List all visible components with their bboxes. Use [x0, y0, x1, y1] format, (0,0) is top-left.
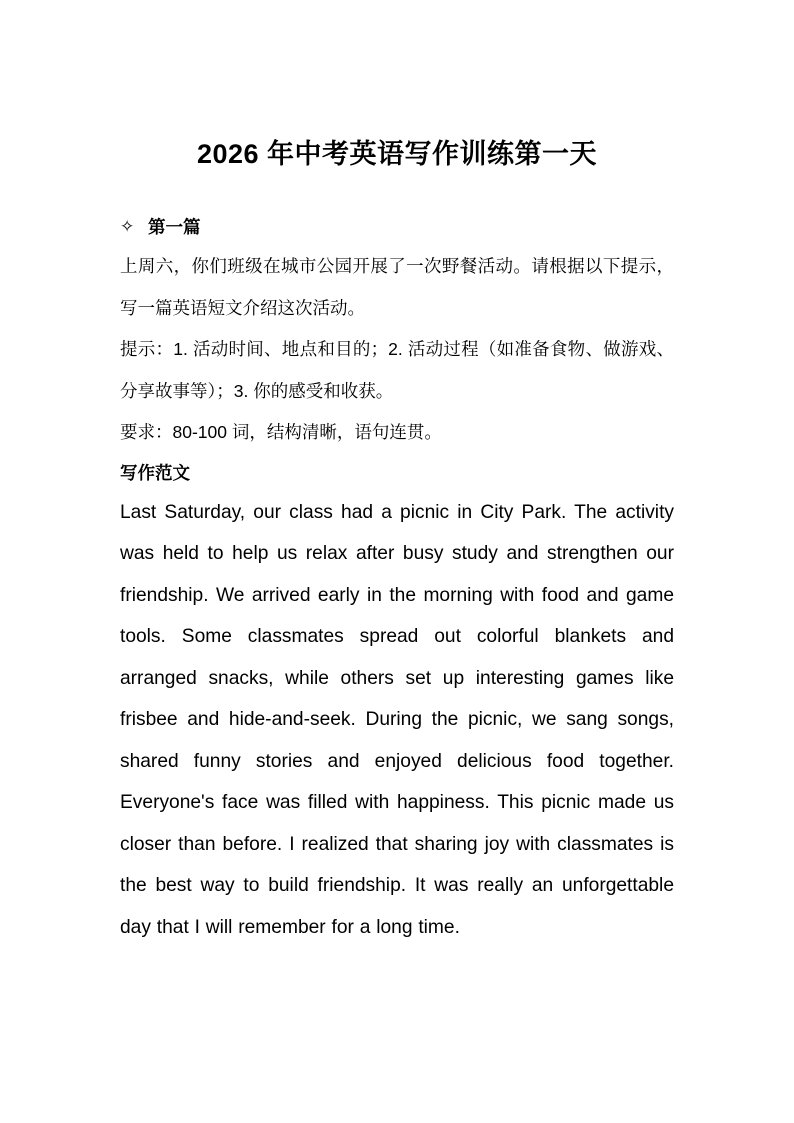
page-title: 2026 年中考英语写作训练第一天 [196, 139, 598, 169]
section-heading [120, 208, 674, 246]
prompt-paragraph: 上周六，你们班级在城市公园开展了一次野餐活动。请根据以下提示，写一篇英语短文介绍这次活动。 [120, 256, 674, 318]
sample-essay-text: Last Saturday, our class had a picnic in City Park. The activity was held to help us relax after busy study and strengthen our friendship. We arrived early in the morning with food and game tools. Some classmates spread out colorful blankets and arranged snacks, while others set up interesting games like frisbee and hide-and-seek. During the picnic, we sang songs, shared funny stories and enjoyed delicious food together. Everyone's face was filled with happiness. This picnic made us closer than before. I realized that sharing joy with classmates is the best way to build friendship. It was really an unforgettable day that I will remember for a long time. [120, 501, 674, 938]
hint-paragraph: 提示：1. 活动时间、地点和目的；2. 活动过程（如准备食物、做游戏、分享故事等）；3. 你的感受和收获。 [120, 339, 674, 401]
requirement-paragraph: 要求：80-100 词，结构清晰，语句连贯。 [120, 422, 442, 442]
document-body [120, 208, 674, 948]
sample-essay-heading: 写作范文 [120, 462, 190, 483]
section-heading-text: 第一篇 [148, 217, 201, 237]
diamond-bullet-icon: ✧ [120, 217, 135, 236]
